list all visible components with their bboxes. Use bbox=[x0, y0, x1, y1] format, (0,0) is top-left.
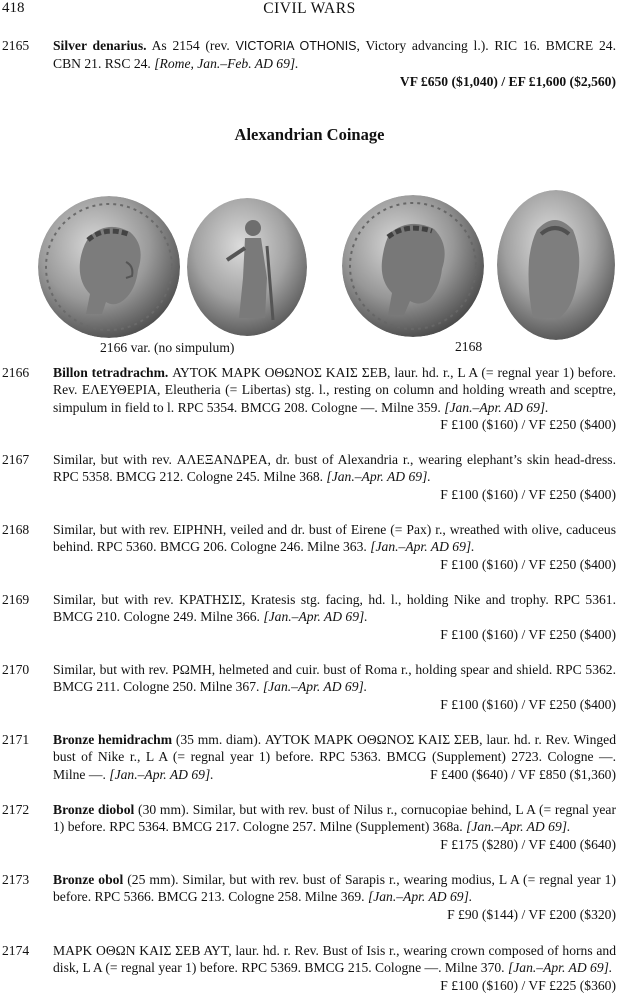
coin-image-reverse-2168 bbox=[497, 190, 615, 340]
entry-price: F £400 ($640) / VF £850 ($1,360) bbox=[430, 766, 616, 782]
entry-number: 2174 bbox=[2, 943, 30, 958]
image-caption-2168: 2168 bbox=[455, 339, 483, 354]
entry-price: F £100 ($160) / VF £250 ($400) bbox=[440, 696, 616, 712]
catalog-entry-2168 bbox=[0, 521, 619, 573]
entry-date: [Jan.–Apr. AD 69]. bbox=[370, 539, 475, 555]
standing-figure-image bbox=[187, 198, 307, 336]
entry-text bbox=[53, 871, 617, 922]
coin-legend: VICTORIA OTHONIS bbox=[235, 39, 357, 53]
entry-body-rest: , Victory advancing l.). RIC 16. BMCRE 24. CBN 21. RSC 24. bbox=[53, 38, 616, 72]
entry-text bbox=[53, 801, 616, 852]
entry-date: [Jan.–Apr. AD 69]. bbox=[507, 960, 613, 976]
entry-body: Similar, but with rev. ΑΛΕΞΑΝΔΡΕΑ, dr. bust of Alexandria r., wearing elephant’s skin head-dress. RPC 5358. BMCG 212. Cologne 245. Milne 368. bbox=[53, 452, 616, 485]
running-title: CIVIL WARS bbox=[263, 0, 356, 17]
entry-price: F £100 ($160) / VF £225 ($360) bbox=[440, 977, 616, 993]
catalog-entry-2167 bbox=[0, 451, 619, 503]
entry-date: [Jan.–Apr. AD 69]. bbox=[326, 469, 431, 485]
coin-image-obverse-2166 bbox=[38, 196, 180, 338]
entry-date: [Rome, Jan.–Feb. AD 69]. bbox=[154, 56, 299, 72]
entry-text bbox=[53, 942, 616, 993]
entry-number: 2166 bbox=[2, 365, 30, 380]
entry-body: Similar, but with rev. ΡΩΜΗ, helmeted and cuir. bust of Roma r., holding spear and shield. RPC 5362. BMCG 211. Cologne 250. Milne 367. bbox=[53, 662, 616, 695]
catalog-entry-2173 bbox=[0, 871, 619, 923]
page-header bbox=[0, 0, 619, 22]
entry-price: F £90 ($144) / VF £200 ($320) bbox=[447, 906, 616, 922]
laureate-head-image bbox=[342, 195, 484, 337]
entry-text bbox=[53, 661, 616, 713]
laureate-head-image bbox=[38, 196, 180, 338]
entry-title: Silver denarius. bbox=[53, 38, 147, 53]
entry-number: 2168 bbox=[2, 522, 30, 537]
entry-text bbox=[53, 364, 617, 433]
catalog-entry-2172 bbox=[0, 801, 619, 853]
entry-date: [Jan.–Apr. AD 69]. bbox=[444, 399, 549, 415]
entry-title: Bronze hemidrachm bbox=[53, 732, 173, 747]
entry-price: F £100 ($160) / VF £250 ($400) bbox=[440, 626, 616, 642]
entry-date: [Jan.–Apr. AD 69]. bbox=[466, 819, 571, 835]
entry-date: [Jan.–Apr. AD 69]. bbox=[109, 766, 214, 782]
entry-price: F £175 ($280) / VF £400 ($640) bbox=[440, 836, 616, 852]
entry-body: Similar, but with rev. ΚΡΑΤΗΣΙΣ, Kratesis stg. facing, hd. l., holding Nike and trophy. RPC 5361. BMCG 210. Cologne 249. Milne 366. bbox=[53, 592, 616, 625]
section-title: Alexandrian Coinage bbox=[234, 125, 385, 144]
entry-price: F £100 ($160) / VF £250 ($400) bbox=[440, 486, 616, 502]
catalog-entry-2166 bbox=[0, 364, 619, 434]
coin-image-obverse-2168 bbox=[342, 195, 484, 337]
entry-text bbox=[53, 521, 616, 573]
catalog-entry-2169 bbox=[0, 591, 619, 643]
entry-title: Bronze diobol bbox=[53, 802, 135, 817]
entry-number: 2165 bbox=[2, 38, 30, 53]
entry-number: 2173 bbox=[2, 872, 30, 887]
entry-text bbox=[53, 731, 616, 783]
entry-number: 2167 bbox=[2, 452, 30, 467]
entry-text bbox=[53, 451, 616, 503]
entry-number: 2172 bbox=[2, 802, 30, 817]
entry-title: Bronze obol bbox=[53, 872, 124, 887]
entry-title: Billon tetradrachm. bbox=[53, 365, 169, 380]
page-number: 418 bbox=[2, 0, 25, 16]
entry-text bbox=[53, 591, 616, 643]
catalog-entry-2171 bbox=[0, 731, 619, 783]
coin-image-reverse-2166 bbox=[187, 198, 307, 336]
entry-body: (30 mm). Similar, but with rev. bust of Nilus r., cornucopiae behind, L A (= regnal year 1) before. RPC 5364. BMCG 217. Cologne 257. Milne (Supplement) 368a. bbox=[53, 802, 616, 835]
entry-body: ΑΥΤΟΚ ΜΑΡΚ ΟΘΩΝΟΣ ΚΑΙΣ ΣΕΒ, laur. hd. r., L A (= regnal year 1) before. Rev. ΕΛΕΥΘΕΡΙΑ, Eleutheria (= Libertas) stg. l., resting on column and holding wreath and sceptre, simpulum in field to l. RPC 5354. BMCG 208. Cologne —. Milne 359. bbox=[53, 365, 617, 415]
entry-body: ΜΑΡΚ ΟΘΩΝ ΚΑΙΣ ΣΕΒ ΑΥΤ, laur. hd. r. Rev. Bust of Isis r., wearing crown composed of horns and disk, L A (= regnal year 1) before. RPC 5369. BMCG 215. Cologne —. Milne 370. bbox=[53, 943, 616, 976]
catalog-entry-2174 bbox=[0, 942, 619, 994]
entry-text bbox=[53, 37, 616, 90]
entry-body: (25 mm). Similar, but with rev. bust of Sarapis r., wearing modius, L A (= regnal year 1) before. RPC 5366. BMCG 213. Cologne 258. Milne 369. bbox=[53, 872, 617, 905]
entry-date: [Jan.–Apr. AD 69]. bbox=[263, 609, 368, 625]
entry-body: (35 mm. diam). ΑΥΤΟΚ ΜΑΡΚ ΟΘΩΝΟΣ ΚΑΙΣ ΣΕΒ, laur. hd. r. Rev. Winged bust of Nike r., L A (= regnal year 1) before. RPC 5363. BMCG (Supplement) 2723. Cologne —. Milne —. bbox=[53, 732, 617, 782]
entry-date: [Jan.–Apr. AD 69]. bbox=[367, 889, 473, 905]
entry-body: Similar, but with rev. ΕΙΡΗΝΗ, veiled and dr. bust of Eirene (= Pax) r., wreathed with olive, caduceus behind. RPC 5360. BMCG 206. Cologne 246. Milne 363. bbox=[53, 522, 616, 555]
entry-date: [Jan.–Apr. AD 69]. bbox=[262, 679, 368, 695]
price-text: VF £650 ($1,040) / EF £1,600 ($2,560) bbox=[399, 73, 616, 89]
catalog-entry-2170 bbox=[0, 661, 619, 713]
entry-price: F £100 ($160) / VF £250 ($400) bbox=[440, 417, 616, 433]
entry-body: As 2154 (rev. bbox=[151, 38, 230, 53]
entry-price bbox=[53, 73, 616, 90]
veiled-bust-image bbox=[497, 190, 615, 340]
image-caption-2166: 2166 var. (no simpulum) bbox=[100, 340, 235, 355]
entry-number: 2171 bbox=[2, 732, 30, 747]
catalog-entry-2165 bbox=[0, 37, 619, 90]
entry-number: 2170 bbox=[2, 662, 30, 677]
entry-number: 2169 bbox=[2, 592, 30, 607]
entry-price: F £100 ($160) / VF £250 ($400) bbox=[440, 556, 616, 572]
